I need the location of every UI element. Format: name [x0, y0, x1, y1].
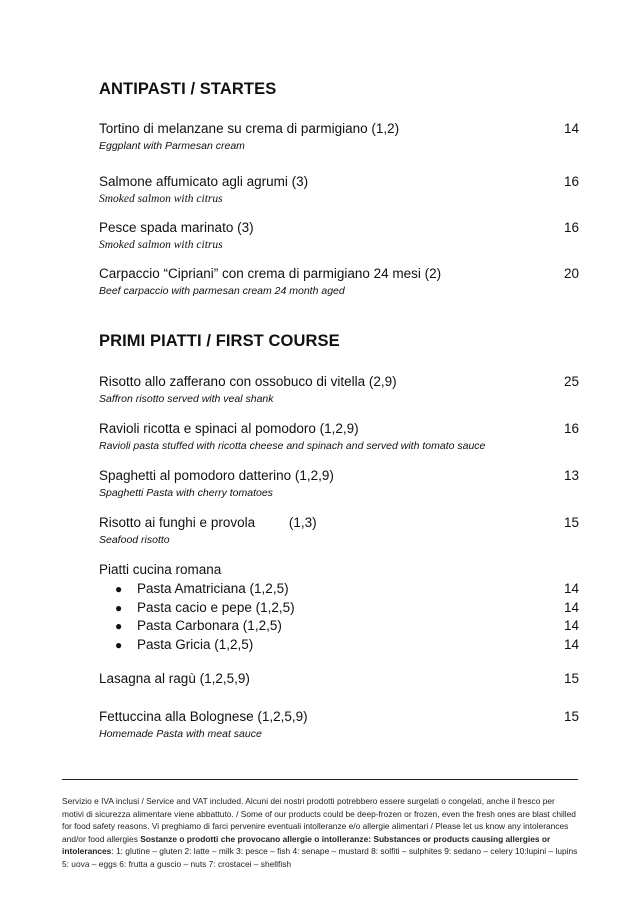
menu-item — [99, 670, 579, 688]
footer-divider — [62, 779, 578, 780]
item-price: 15 — [563, 515, 579, 530]
item-name: Salmone affumicato agli agrumi (3) — [99, 174, 309, 189]
item-description: Eggplant with Parmesan cream — [99, 140, 245, 152]
item-price: 14 — [563, 581, 579, 596]
item-description: Saffron risotto served with veal shank — [99, 393, 274, 405]
item-price: 20 — [563, 266, 579, 281]
sub-item — [99, 636, 579, 655]
menu-item — [99, 120, 579, 153]
item-name: Risotto ai funghi e provola (1,3) — [99, 515, 317, 530]
item-price: 15 — [563, 671, 579, 686]
sub-item-list — [99, 580, 579, 654]
item-name: Pesce spada marinato (3) — [99, 220, 254, 235]
bullet-icon: ● — [115, 582, 123, 596]
sub-item-name: Pasta Gricia (1,2,5) — [137, 636, 254, 652]
menu-item — [99, 373, 579, 406]
menu-item — [99, 265, 579, 298]
item-price: 14 — [563, 599, 579, 615]
item-name: Ravioli ricotta e spinaci al pomodoro (1,2,9) — [99, 421, 359, 436]
sub-item — [99, 599, 579, 618]
sub-item — [99, 580, 579, 599]
allergen-list: : 1: glutine – gluten 2: latte – milk 3: pesce – fish 4: senape – mustard 8: solfiti – sulphites 9: sedano – celery 10:lupini – lupins 5: uova – eggs 6: frutta a guscio – nuts 7: crostacei – shellfish — [62, 846, 578, 869]
item-description: Ravioli pasta stuffed with ricotta cheese and spinach and served with tomato sauce — [99, 440, 486, 452]
section-title-antipasti: ANTIPASTI / STARTES — [99, 80, 277, 98]
footer-text: Servizio e IVA inclusi / Service and VAT included. Alcuni dei nostri prodotti potrebbero essere surgelati o congelati, anche il fresco per motivi di sicurezza alimentare viene abbattuto. / Some of our products could be deep-frozen or frozen, even the fresh ones are blast chilled for food safety reasons. Vi preghiamo di farci pervenire eventuali intolleranze e/o allergie alimentari / Please let us know any intolerances and/or food allergies — [62, 796, 576, 844]
item-name: Lasagna al ragù (1,2,5,9) — [99, 671, 250, 686]
menu-item-group — [99, 561, 579, 654]
menu-item — [99, 514, 579, 547]
item-description: Smoked salmon with citrus — [99, 239, 223, 251]
item-price: 14 — [563, 636, 579, 652]
menu-item — [99, 420, 579, 453]
menu-item — [99, 173, 579, 206]
item-price: 16 — [563, 220, 579, 235]
item-description: Beef carpaccio with parmesan cream 24 month aged — [99, 285, 345, 297]
item-description: Spaghetti Pasta with cherry tomatoes — [99, 487, 273, 499]
bullet-icon: ● — [115, 637, 123, 652]
sub-item-name: Pasta Amatriciana (1,2,5) — [137, 581, 289, 596]
item-price: 16 — [563, 421, 579, 436]
item-price: 25 — [563, 374, 579, 389]
item-name: Fettuccina alla Bolognese (1,2,5,9) — [99, 709, 308, 724]
sub-item — [99, 617, 579, 636]
section-title-primi-piatti: PRIMI PIATTI / FIRST COURSE — [99, 332, 340, 350]
item-name: Spaghetti al pomodoro datterino (1,2,9) — [99, 468, 334, 483]
item-group-name: Piatti cucina romana — [99, 562, 222, 577]
item-description: Smoked salmon with citrus — [99, 193, 223, 205]
allergen-heading: Sostanze o prodotti che provocano allergie o intolleranze: Substances or products causing allergies or intolerances — [62, 833, 551, 857]
item-name: Carpaccio “Cipriani” con crema di parmigiano 24 mesi (2) — [99, 266, 442, 281]
item-price: 14 — [563, 121, 579, 136]
menu-item — [99, 467, 579, 500]
menu-item — [99, 708, 579, 741]
item-price: 14 — [563, 618, 579, 633]
sub-item-name: Pasta Carbonara (1,2,5) — [137, 618, 282, 633]
item-price: 16 — [563, 174, 579, 189]
item-description: Homemade Pasta with meat sauce — [99, 728, 262, 740]
item-description: Seafood risotto — [99, 534, 170, 546]
item-name: Risotto allo zafferano con ossobuco di vitella (2,9) — [99, 374, 397, 389]
footer-notes — [62, 795, 578, 871]
sub-item-name: Pasta cacio e pepe (1,2,5) — [137, 599, 295, 615]
item-name: Tortino di melanzane su crema di parmigiano (1,2) — [99, 121, 400, 136]
menu-item — [99, 219, 579, 252]
item-price: 15 — [563, 709, 579, 724]
item-price: 13 — [563, 468, 579, 483]
bullet-icon: ● — [115, 600, 123, 615]
bullet-icon: ● — [115, 619, 123, 633]
